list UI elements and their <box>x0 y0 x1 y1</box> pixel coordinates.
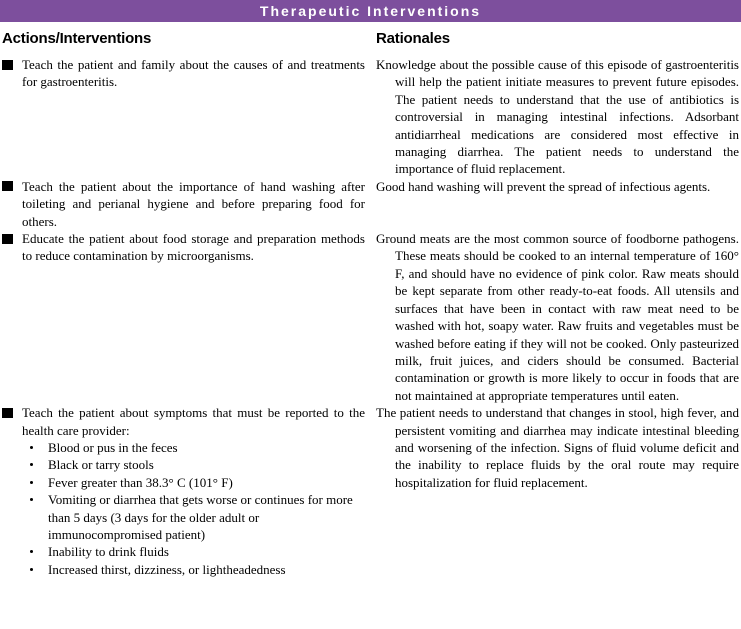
list-item-text: Fever greater than 38.3° C (101° F) <box>48 474 233 490</box>
action-text: Teach the patient about symptoms that must be reported to the health care provider: <box>22 405 365 438</box>
square-bullet-icon <box>2 181 13 191</box>
list-item <box>22 474 365 491</box>
action-cell <box>2 230 365 265</box>
action-text: Teach the patient about the importance of hand washing after toileting and perianal hygiene and before preparing food for others. <box>22 178 365 229</box>
list-item <box>22 491 365 543</box>
list-item <box>22 439 365 456</box>
table-row <box>2 404 739 578</box>
list-item <box>22 543 365 560</box>
square-bullet-icon <box>2 234 13 244</box>
table-row <box>2 56 739 178</box>
dot-bullet-icon <box>30 463 33 466</box>
rationale-cell: Ground meats are the most common source of foodborne pathogens. These meats should be cooked to an internal temperature of 160° F, and should have no evidence of pink color. Raw meats should be kept separate from other ready-to-eat foods. All utensils and surfaces that have been in contact with raw meat need to be washed with hot, soapy water. Raw fruits and vegetables must be washed before eating if they will not be cooked. Only pasteurized milk, fruit juices, and ciders should be consumed. Bacterial contamination or growth is more likely to occur in foods that are not maintained at appropriate temperatures until eaten. <box>376 231 739 403</box>
symptom-bullet-list <box>22 439 365 578</box>
table-row <box>2 178 739 230</box>
list-item-text: Blood or pus in the feces <box>48 439 178 455</box>
list-item-text: Increased thirst, dizziness, or lightheadedness <box>48 561 286 577</box>
dot-bullet-icon <box>30 446 33 449</box>
rationale-cell: Knowledge about the possible cause of this episode of gastroenteritis will help the patient initiate measures to prevent future episodes. The patient needs to understand that the use of antibiotics is controversial in managing intestinal infections. Adsorbant antidiarrheal medications are considered most effective in managing diarrhea. The patient needs to understand the importance of fluid replacement. <box>376 57 739 177</box>
square-bullet-icon <box>2 408 13 418</box>
action-cell <box>2 56 365 91</box>
square-bullet-icon <box>2 60 13 70</box>
table-content <box>0 30 741 578</box>
table-row <box>2 230 739 404</box>
dot-bullet-icon <box>30 568 33 571</box>
dot-bullet-icon <box>30 550 33 553</box>
action-text: Teach the patient and family about the causes of and treatments for gastroenteritis. <box>22 57 365 90</box>
dot-bullet-icon <box>30 498 33 501</box>
action-text: Educate the patient about food storage and preparation methods to reduce contamination by microorganisms. <box>22 231 365 264</box>
action-cell <box>2 404 365 578</box>
column-header-actions: Actions/Interventions <box>2 30 152 47</box>
list-item-text: Black or tarry stools <box>48 457 154 473</box>
list-item-text: Inability to drink fluids <box>48 544 169 560</box>
action-cell <box>2 178 365 230</box>
column-headers <box>2 30 739 47</box>
dot-bullet-icon <box>30 481 33 484</box>
table-title-banner <box>0 0 741 22</box>
table-rows <box>2 56 739 578</box>
table-title: Therapeutic Interventions <box>259 3 482 19</box>
rationale-cell: The patient needs to understand that changes in stool, high fever, and persistent vomiting and diarrhea may indicate intestinal bleeding and worsening of the infection. Signs of fluid volume deficit and the inability to replace fluids by the oral route may require hospitalization for fluid replacement. <box>376 405 739 490</box>
rationale-cell: Good hand washing will prevent the spread of infectious agents. <box>376 178 711 194</box>
column-header-rationales: Rationales <box>376 30 450 47</box>
list-item <box>22 561 365 578</box>
list-item <box>22 456 365 473</box>
list-item-text: Vomiting or diarrhea that gets worse or continues for more than 5 days (3 days for the older adult or immunocompromised patient) <box>48 492 353 542</box>
